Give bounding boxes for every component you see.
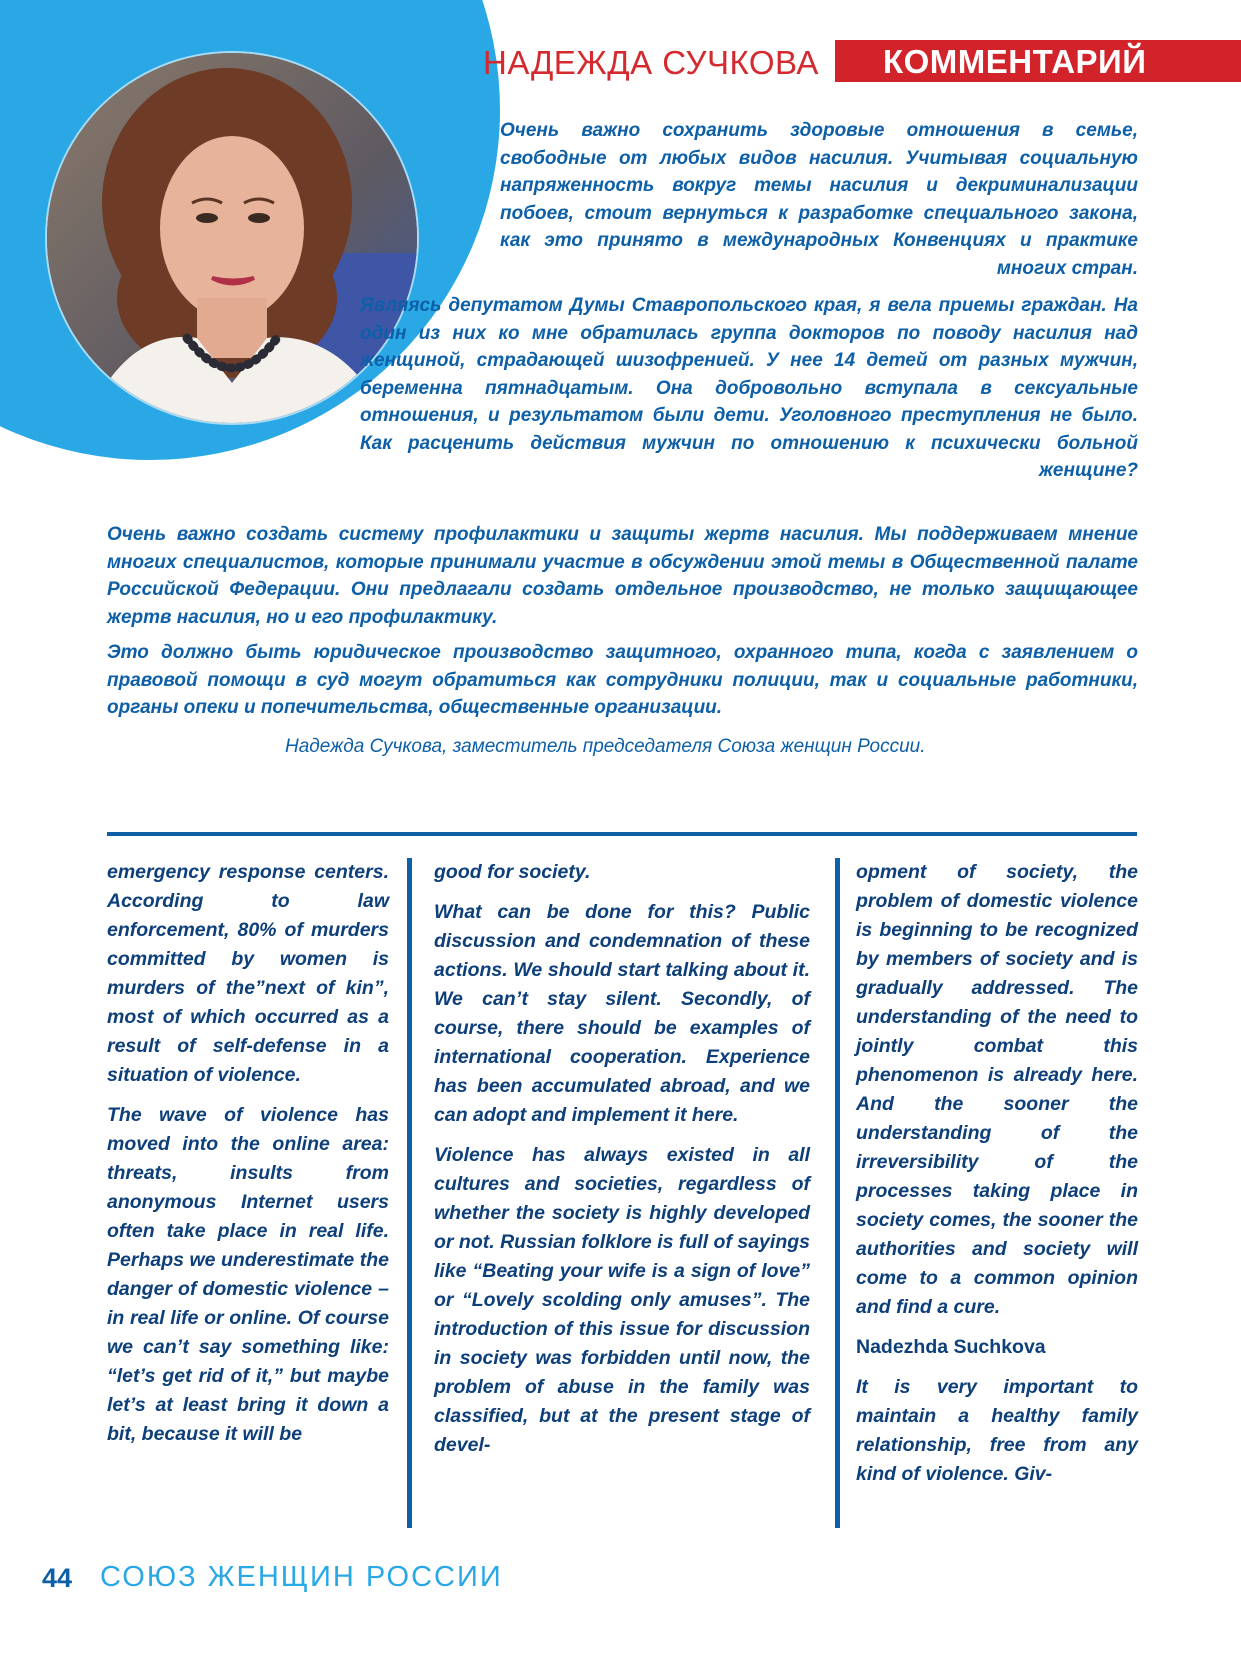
- page-number: 44: [42, 1563, 73, 1593]
- author-name-heading: НАДЕЖДА СУЧКОВА: [483, 44, 819, 81]
- article-column-1: [107, 858, 389, 1460]
- article-signature: Nadezhda Suchkova: [856, 1336, 1046, 1358]
- article-paragraph: What can be done for this? Public discussion and condemnation of these actions. We should start talking about it. We can’t stay silent. Secondly, of course, there should be examples of international cooperation. Experience has been accumulated abroad, and we can adopt and implement it here.: [434, 901, 810, 1126]
- column-divider: [835, 858, 840, 1528]
- section-tag: [835, 40, 1241, 82]
- section-divider: [107, 832, 1137, 836]
- article-paragraph: It is very important to maintain a healthy family relationship, free from any kind of violence. Giv-: [856, 1376, 1138, 1485]
- section-tag-label: КОММЕНТАРИЙ: [883, 43, 1147, 80]
- quote-signature: Надежда Сучкова, заместитель председателя Союза женщин России.: [285, 736, 926, 757]
- article-paragraph: emergency response centers. According to law enforcement, 80% of murders committed by women is murders of the”next of kin”, most of which occurred as a result of self-defense in a situation of violence.: [107, 861, 389, 1086]
- quote-paragraph-2: Являясь депутатом Думы Ставропольского края, я вела приемы граждан. На один из них ко мне обратилась группа докторов по поводу насилия над женщиной, страдающей шизофренией. У нее 14 детей от разных мужчин, беременна пятнадцатым. Она добровольно вступала в сексуальные отношения, и результатом были дети. Уголовного преступления не было. Как расценить действия мужчин по отношению к психически больной женщине?: [360, 295, 1138, 481]
- article-column-2: [434, 858, 810, 1471]
- article-paragraph: opment of society, the problem of domestic violence is beginning to be recognized by members of society and is gradually addressed. The understanding of the need to jointly combat this phenomenon is already here. And the sooner the understanding of the irreversibility of the processes taking place in society comes, the sooner the authorities and society will come to a common opinion and find a cure.: [856, 861, 1138, 1318]
- quote-paragraph-4: Это должно быть юридическое производство защитного, охранного типа, когда с заявлением о правовой помощи в суд могут обратиться как сотрудники полиции, так и социальные работники, органы опеки и попечительства, общественные организации.: [107, 642, 1138, 718]
- article-column-3: [856, 858, 1138, 1500]
- article-paragraph: Violence has always existed in all cultures and societies, regardless of whether the society is highly developed or not. Russian folklore is full of sayings like “Beating your wife is a sign of love” or “Lovely scolding only amuses”. The introduction of this issue for discussion in society was forbidden until now, the problem of abuse in the family was classified, but at the present stage of devel-: [434, 1144, 810, 1456]
- magazine-title: СОЮЗ ЖЕНЩИН РОССИИ: [100, 1561, 503, 1593]
- quote-paragraph-1: Очень важно сохранить здоровые отношения в семье, свободные от любых видов насилия. Учитывая социальную напряженность вокруг темы насилия и декриминализации побоев, стоит вернуться к разработке специального закона, как это принято в международных Конвенциях и практике многих стран.: [500, 120, 1138, 279]
- article-paragraph: The wave of violence has moved into the online area: threats, insults from anonymous Internet users often take place in real life. Perhaps we underestimate the danger of domestic violence – in real life or online. Of course we can’t say something like: “let’s get rid of it,” but maybe let’s at least bring it down a bit, because it will be: [107, 1104, 389, 1445]
- column-divider: [407, 858, 412, 1528]
- article-paragraph: good for society.: [434, 861, 591, 883]
- quote-paragraph-3: Очень важно создать систему профилактики и защиты жертв насилия. Мы поддерживаем мнение многих специалистов, которые принимали участие в обсуждении этой темы в Общественной палате Российской Федерации. Они предлагали создать отдельное производство, не только защищающее жертв насилия, но и его профилактику.: [107, 524, 1138, 628]
